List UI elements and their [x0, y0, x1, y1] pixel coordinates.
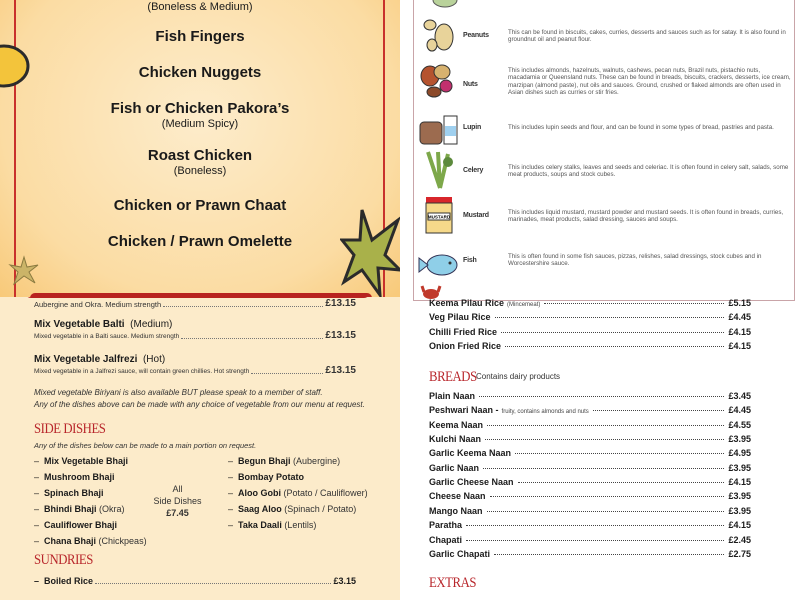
item-name: Keema Naan [429, 419, 484, 430]
item-name: Chana Bhaji [44, 536, 97, 546]
side-dish-item [228, 485, 368, 501]
dash-bullet: – [34, 488, 45, 498]
allergen-description: This includes almonds, hazelnuts, walnuts, cashews, pecan nuts, Brazil nuts, pistachio nuts, macadamia or Queensland nuts. These can be found in breads, biscuits, crackers, desserts, ice cream, marzipan (almond paste), nut oils and sauces. Ground, crushed or flaked almonds are often used in Asian dishes such as curries or stir fries. [508, 67, 791, 97]
side-dish-item [34, 469, 147, 485]
vegetable-sides-panel [0, 297, 400, 600]
item-price: £4.95 [728, 448, 751, 459]
item-note: (Boneless & Medium) [147, 1, 253, 13]
dash-bullet: – [34, 536, 45, 546]
item-extra: (Aubergine) [293, 456, 341, 466]
item-name: Spinach Bhaji [44, 488, 104, 498]
allergen-name: Mustard [463, 212, 489, 219]
price-label: All [172, 484, 183, 494]
item-price: £4.55 [728, 419, 751, 430]
dot-leader [479, 396, 724, 397]
allergen-row-nuts [415, 60, 795, 104]
soya-icon [430, 0, 460, 10]
dot-leader [518, 482, 725, 483]
price-row [429, 327, 751, 341]
dot-leader [466, 540, 724, 541]
section-subtitle: Contains dairy products [476, 372, 561, 381]
item-description: Mixed vegetable in a Balti sauce. Medium strength [34, 333, 180, 340]
item-price: £3.95 [728, 491, 751, 502]
dot-leader [483, 468, 724, 469]
dash-bullet: – [34, 472, 45, 482]
item-name: Aloo Gobi [238, 488, 282, 498]
allergen-name: Nuts [463, 81, 478, 88]
price-row [429, 391, 751, 405]
item-name: Chicken Nuggets [138, 64, 262, 81]
item-note: (Boneless) [173, 165, 227, 177]
dot-leader [515, 453, 724, 454]
item-name: Mix Vegetable Jalfrezi [34, 354, 138, 365]
item-name: Begun Bhaji [238, 456, 291, 466]
item-name: Garlic Chapati [429, 548, 491, 559]
allergen-description: This includes celery stalks, leaves and seeds and celeriac. It is often found in celery salt, salads, some meat products, soups and stock cubes. [508, 164, 789, 179]
item-price: £13.15 [325, 330, 356, 341]
kids-menu-panel [0, 0, 400, 297]
mustard-jar-icon [418, 195, 458, 235]
fish-icon [418, 245, 458, 285]
price-row [429, 535, 751, 549]
item-name: Peshwari Naan - [429, 405, 499, 416]
item-extra: (Lentils) [284, 520, 317, 530]
allergen-name: Peanuts [463, 32, 489, 39]
menu-item [34, 319, 356, 341]
price-row [429, 405, 751, 419]
price-row [429, 549, 751, 563]
allergen-row-fish [415, 245, 795, 289]
item-heat: (Hot) [142, 354, 166, 365]
menu-item [34, 300, 356, 309]
item-name: Mango Naan [429, 505, 483, 516]
menu-item [0, 197, 400, 214]
price-row [429, 420, 751, 434]
item-price: £4.45 [728, 312, 751, 323]
price-label: Side Dishes [153, 496, 202, 506]
item-extra: (Potato / Cauliflower) [283, 488, 368, 498]
menu-item [34, 354, 356, 376]
item-extra: (Mincemeat) [507, 302, 541, 308]
allergen-description: This includes liquid mustard, mustard powder and mustard seeds. It is often found in breads, curries, marinades, meat products, salad dressing, sauces and soups. [508, 209, 784, 224]
item-price: £3.95 [728, 505, 751, 516]
veg-note [34, 387, 365, 411]
dash-bullet: – [228, 472, 239, 482]
side-dishes-left [34, 453, 147, 549]
dash-bullet: – [228, 504, 239, 514]
allergen-row-peanuts [415, 15, 795, 59]
price-row [429, 298, 751, 312]
dot-leader [501, 332, 724, 333]
section-subtitle: Any of the dishes below can be made to a main portion on request. [34, 441, 257, 450]
item-description: Aubergine and Okra. Medium strength [34, 300, 162, 309]
dash-bullet: – [34, 504, 45, 514]
price-row [429, 477, 751, 491]
item-price: £4.15 [728, 477, 751, 488]
side-dish-item [228, 453, 368, 469]
allergen-name: Fish [463, 257, 477, 264]
dot-leader [495, 317, 725, 318]
dot-leader [505, 346, 724, 347]
item-price: £3.45 [728, 391, 751, 401]
item-extra: (Chickpeas) [98, 536, 147, 546]
item-name: Paratha [429, 520, 463, 531]
nuts-icon [418, 60, 458, 100]
price-row [429, 520, 751, 534]
item-extra: (Okra) [99, 504, 125, 514]
menu-item [0, 147, 400, 177]
price-row [429, 434, 751, 448]
section-title: SIDE DISHES [34, 421, 106, 437]
item-name: Chicken / Prawn Omelette [107, 233, 293, 250]
item-name: Mix Vegetable Balti [34, 319, 125, 330]
dash-bullet: – [228, 488, 239, 498]
item-name: Veg Pilau Rice [429, 312, 491, 323]
section-title: SUNDRIES [34, 552, 93, 568]
side-dish-item [228, 517, 368, 533]
item-name: Saag Aloo [238, 504, 282, 514]
item-name: Garlic Cheese Naan [429, 477, 514, 488]
item-name: Bombay Potato [238, 472, 305, 482]
price-row [429, 506, 751, 520]
item-price: £4.15 [728, 326, 751, 337]
menu-item [0, 100, 400, 130]
dot-leader [490, 496, 725, 497]
item-name: Cauliflower Bhaji [44, 520, 118, 530]
item-price: £3.95 [728, 434, 751, 445]
side-dish-item [34, 501, 147, 517]
item-name: Bhindi Bhaji [44, 504, 97, 514]
note-line: Mixed vegetable Biriyani is also available BUT please speak to a member of staff. [34, 388, 323, 397]
dash-bullet: – [34, 456, 45, 466]
side-dish-item [34, 485, 147, 501]
side-dish-item [34, 533, 147, 549]
dash-bullet: – [228, 520, 239, 530]
item-price: £5.15 [728, 298, 751, 308]
item-extra: (Spinach / Potato) [284, 504, 357, 514]
allergen-description: This includes lupin seeds and flour, and can be found in some types of bread, pastries and pasta. [508, 124, 774, 131]
section-title: EXTRAS [429, 575, 477, 591]
menu-item [0, 28, 400, 45]
dot-leader [544, 303, 724, 304]
menu-item [0, 0, 400, 13]
price-value: £7.45 [166, 508, 189, 518]
allergen-name: Lupin [463, 124, 482, 131]
item-name: Garlic Keema Naan [429, 448, 512, 459]
item-name: Fish Fingers [155, 28, 245, 45]
side-dish-item [228, 469, 368, 485]
item-name: Roast Chicken [147, 147, 253, 164]
side-dish-item [34, 453, 147, 469]
item-name: Garlic Naan [429, 462, 480, 473]
item-price: £4.45 [728, 405, 751, 416]
item-price: £2.45 [728, 534, 751, 545]
side-dishes-right [228, 453, 368, 533]
dash-bullet: – [228, 456, 239, 466]
mustard-label: MUSTARD [427, 214, 451, 220]
item-name: Mix Vegetable Bhaji [44, 456, 129, 466]
item-price: £3.15 [333, 576, 356, 586]
allergen-panel [400, 0, 800, 297]
item-description: Mixed vegetable in a Jalfrezi sauce, will contain green chillies. Hot strength [34, 368, 250, 375]
note-line: Any of the dishes above can be made with any choice of vegetable from our menu at request. [34, 400, 365, 409]
item-price: £4.15 [728, 520, 751, 531]
star-decoration-icon [8, 255, 40, 287]
price-row [429, 448, 751, 462]
dot-leader [466, 525, 724, 526]
item-price: £3.95 [728, 462, 751, 473]
item-name: Chapati [429, 534, 463, 545]
crab-icon [420, 284, 442, 297]
dot-leader [487, 511, 725, 512]
item-price: £13.15 [325, 365, 356, 376]
item-name: Boiled Rice [44, 576, 94, 586]
dot-leader [485, 439, 724, 440]
dot-leader [494, 554, 724, 555]
peanut-icon [418, 15, 458, 55]
item-price: £13.15 [325, 298, 356, 309]
menu-item [0, 233, 400, 250]
price-row [429, 463, 751, 477]
item-price: £2.75 [728, 548, 751, 559]
item-heat: (Medium) [130, 319, 173, 330]
section-title: BREADS [429, 369, 477, 385]
item-name: Chicken or Prawn Chaat [113, 197, 287, 214]
allergen-name: Celery [463, 167, 484, 174]
dot-leader [487, 425, 724, 426]
menu-item [0, 64, 400, 81]
item-name: Chilli Fried Rice [429, 326, 498, 337]
allergen-description: This can be found in biscuits, cakes, curries, desserts and sauces such as for satay. It is also found in groundnut oil and peanut flour. [508, 29, 786, 44]
item-name: Kulchi Naan [429, 434, 482, 445]
item-name: Plain Naan [429, 391, 476, 401]
dot-leader [593, 410, 725, 411]
allergen-row-mustard [415, 195, 795, 239]
allergen-row-lupin [415, 110, 795, 154]
price-row [429, 312, 751, 326]
dash-bullet: – [34, 520, 45, 530]
item-note: (Medium Spicy) [161, 118, 239, 130]
item-name: Onion Fried Rice [429, 340, 502, 351]
item-name: Taka Daali [238, 520, 282, 530]
allergen-description: This is often found in some fish sauces, pizzas, relishes, salad dressings, stock cubes and in Worcestershire sauce. [508, 253, 762, 268]
side-dish-item [228, 501, 368, 517]
item-name: Cheese Naan [429, 491, 486, 502]
price-row [429, 341, 751, 355]
menu-item: – Boiled Rice £3.15 [34, 576, 356, 586]
side-dishes-price [150, 483, 205, 519]
allergen-row-celery [415, 150, 795, 194]
price-row [429, 491, 751, 505]
celery-icon [418, 150, 458, 190]
lupin-icon [418, 110, 458, 150]
side-dish-item [34, 517, 147, 533]
item-name: Mushroom Bhaji [44, 472, 115, 482]
item-name: Fish or Chicken Pakora’s [110, 100, 290, 117]
item-name: Keema Pilau Rice [429, 298, 505, 308]
item-price: £4.15 [728, 340, 751, 351]
red-banner [25, 297, 370, 298]
item-extra: fruity, contains almonds and nuts [501, 409, 589, 416]
